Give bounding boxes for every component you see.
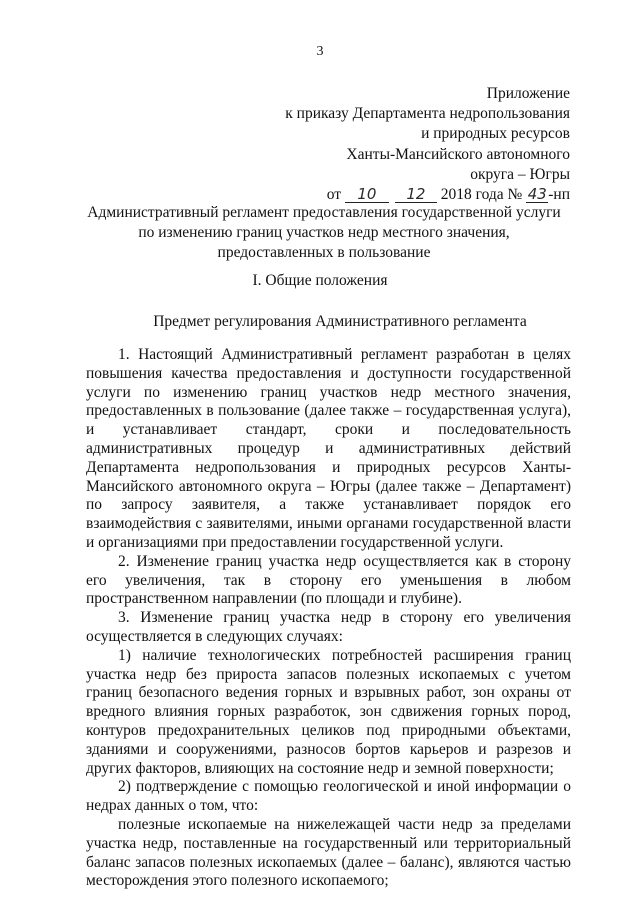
section-heading: I. Общие положения — [252, 272, 388, 289]
subsection-heading: Предмет регулирования Административного регламента — [153, 313, 527, 330]
paragraph-3: 3. Изменение границ участка недр в сторону его увеличения осуществляется в следующих случаях: — [86, 609, 571, 645]
paragraph-1: 1. Настоящий Административный регламент разработан в целях повышения качества предоставления и доступности государственной услуги по изменению границ участков недр местного значения, предоставленных в пользование (далее также – государственная услуга), и устанавливает стандарт, сроки и последовательность административных процедур и административных действий Департамента недропользования и природных ресурсов Ханты-Мансийского автономного округа – Югры (далее также – Департамент) по запросу заявителя, а также устанавливает порядок его взаимодействия с заявителями, иными органами государственной власти и организациями при предоставлении государственной услуги. — [86, 346, 571, 551]
appendix-block — [285, 84, 570, 205]
handwritten-order-number: 43 — [527, 185, 547, 204]
appendix-line-4: Ханты-Мансийского автономного — [346, 145, 570, 163]
order-suffix: -нп — [548, 186, 570, 204]
handwritten-day: 10 — [345, 186, 389, 203]
page-number: 3 — [316, 44, 324, 59]
paragraph-5: 2) подтверждение с помощью геологической и иной информации о недрах данных о том, что: — [86, 778, 571, 815]
paragraph-6: полезные ископаемые на нижележащей части недр за пределами участка недр, поставленные на государственный или территориальный баланс запасов полезных ископаемых (далее – баланс), являются частью месторождения этого полезного ископаемого; — [86, 815, 571, 890]
document-title: Административный регламент предоставления государственной услуги по изменению границ участков недр местного значения, предоставленных в пользование — [87, 204, 561, 261]
paragraph-2: 2. Изменение границ участка недр осуществляется как в сторону его увеличения, так в сторону его уменьшения в любом пространственном направлении (по площади и глубине). — [86, 552, 571, 608]
handwritten-month: 12 — [395, 186, 437, 203]
appendix-line-5: округа – Югры — [470, 165, 570, 183]
paragraph-4: 1) наличие технологических потребностей расширения границ участка недр без прироста запасов полезных ископаемых с учетом границ безопасного ведения горных и взрывных работ, зон охраны от вредного влияния горных разработок, зон сдвижения горных пород, контуров предохранительных целиков под природными объектами, зданиями и сооружениями, разносов бортов карьеров и разрезов и других факторов, влияющих на состояние недр и земной поверхности; — [86, 646, 571, 777]
date-year: 2018 года № — [440, 186, 523, 204]
appendix-line-3: и природных ресурсов — [421, 125, 570, 143]
document-body — [86, 346, 571, 891]
appendix-line-1: Приложение — [486, 85, 570, 102]
date-prefix: от — [326, 186, 342, 204]
appendix-line-2: к приказу Департамента недропользования — [285, 105, 570, 123]
